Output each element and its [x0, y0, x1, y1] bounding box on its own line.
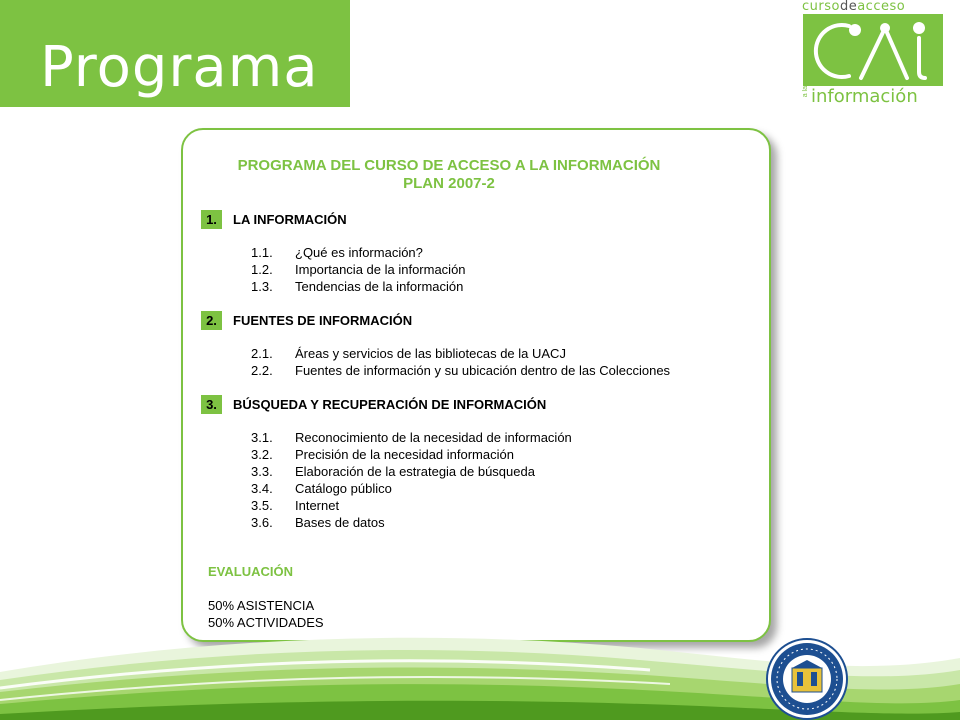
item-number: 1.1. [251, 245, 273, 260]
item-text: Precisión de la necesidad información [295, 447, 514, 462]
list-item [251, 244, 466, 261]
program-card [181, 128, 771, 642]
item-text: Bases de datos [295, 515, 385, 530]
item-number: 3.3. [251, 464, 273, 479]
item-text: Internet [295, 498, 340, 513]
section-number-badge: 1. [201, 210, 222, 229]
section-heading-3 [201, 394, 546, 414]
item-number: 2.2. [251, 363, 273, 378]
item-number: 3.1. [251, 430, 273, 445]
section-number-badge: 3. [201, 395, 222, 414]
evaluation-line: 50% ACTIVIDADES [208, 615, 324, 630]
list-item [251, 362, 670, 379]
list-item [251, 345, 670, 362]
logo-text-informacion: información [811, 86, 918, 107]
item-number: 1.3. [251, 279, 273, 294]
item-number: 2.1. [251, 346, 273, 361]
item-number: 1.2. [251, 262, 273, 277]
section-items-1 [251, 244, 466, 295]
logo-wordmark-bottom [802, 86, 947, 108]
logo-wordmark-top [802, 0, 947, 14]
evaluation-title: EVALUACIÓN [208, 564, 293, 579]
item-text: ¿Qué es información? [295, 245, 423, 260]
list-item [251, 261, 466, 278]
logo-cai-icon [803, 14, 943, 86]
section-title: LA INFORMACIÓN [233, 211, 347, 227]
item-text: Fuentes de información y su ubicación dentro de las Colecciones [295, 363, 671, 378]
item-number: 3.4. [251, 481, 273, 496]
section-number-badge: 2. [201, 311, 222, 330]
item-text: Importancia de la información [295, 262, 466, 277]
item-number: 3.5. [251, 498, 273, 513]
section-items-3 [251, 429, 572, 531]
list-item [251, 278, 466, 295]
item-number: 3.2. [251, 447, 273, 462]
list-item [251, 446, 572, 463]
item-text: Áreas y servicios de las bibliotecas de la UACJ [295, 346, 566, 361]
list-item [251, 514, 572, 531]
list-item [251, 463, 572, 480]
logo-text-curso: curso [802, 0, 840, 14]
item-number: 3.6. [251, 515, 273, 530]
list-item [251, 429, 572, 446]
logo-text-de: de [839, 0, 858, 14]
list-item [251, 497, 572, 514]
item-text: Reconocimiento de la necesidad de información [295, 430, 572, 445]
section-title: BÚSQUEDA Y RECUPERACIÓN DE INFORMACIÓN [233, 396, 547, 412]
section-items-2 [251, 345, 670, 379]
evaluation-line: 50% ASISTENCIA [208, 598, 315, 613]
program-title-line2: PLAN 2007-2 [403, 175, 495, 192]
page-title: Programa [40, 35, 319, 100]
list-item [251, 480, 572, 497]
logo-text-acceso: acceso [857, 0, 906, 14]
university-seal-icon [766, 638, 848, 720]
logo-text-ala: a la [802, 86, 809, 98]
header-banner [0, 0, 350, 107]
item-text: Tendencias de la información [295, 279, 464, 294]
section-title: FUENTES DE INFORMACIÓN [233, 312, 413, 328]
item-text: Elaboración de la estrategia de búsqueda [295, 464, 535, 479]
section-heading-1 [201, 209, 347, 229]
item-text: Catálogo público [295, 481, 392, 496]
section-heading-2 [201, 310, 412, 330]
program-title [183, 157, 715, 193]
program-title-line1: PROGRAMA DEL CURSO DE ACCESO A LA INFORMACIÓN [237, 157, 661, 174]
